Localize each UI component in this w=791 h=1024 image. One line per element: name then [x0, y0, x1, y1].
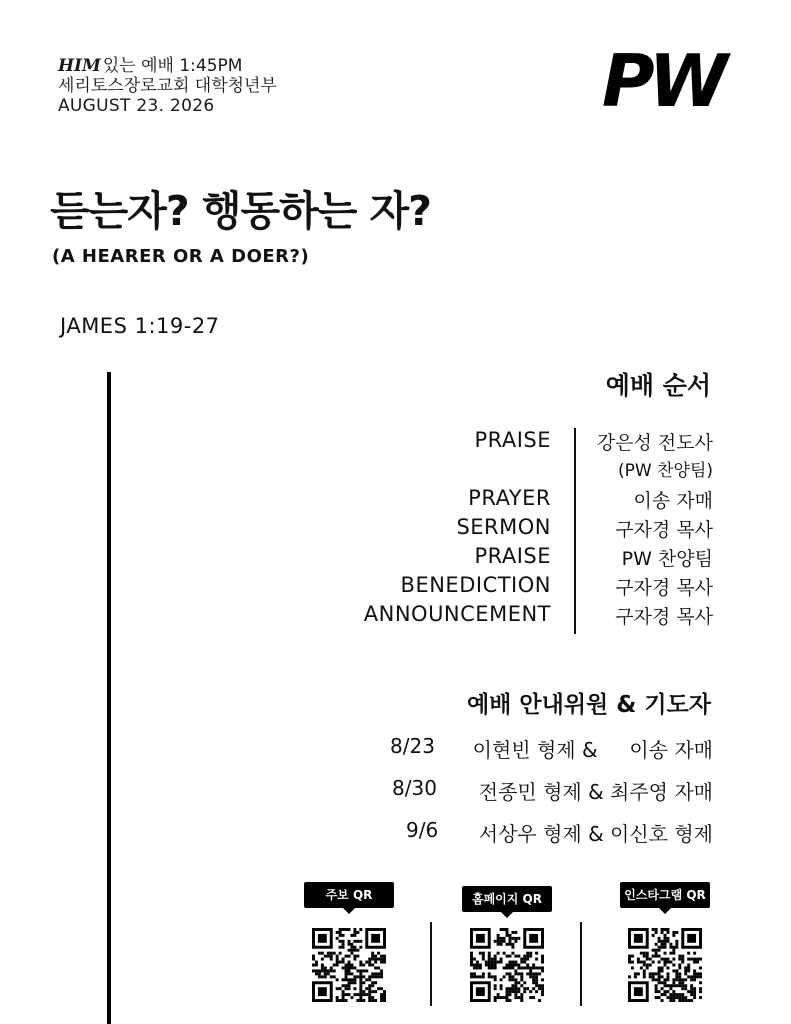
order-leader: 이송 자매 [633, 490, 713, 512]
order-leader: 강은성 전도사 [596, 432, 713, 454]
order-item-praise-2 [0, 544, 791, 574]
instagram-qr[interactable] [620, 882, 710, 1012]
qr-code-icon[interactable] [312, 928, 386, 1002]
order-leader: 구자경 목사 [615, 577, 713, 599]
usher-date: 8/30 [392, 776, 437, 800]
order-leader: 구자경 목사 [615, 606, 713, 628]
scripture-reference: JAMES 1:19-27 [60, 314, 220, 338]
homepage-qr[interactable] [462, 886, 552, 1012]
usher-heading: 예배 안내위원 & 기도자 [466, 692, 711, 718]
order-label: ANNOUNCEMENT [363, 602, 551, 626]
qr-label: 인스타그램 QR [620, 882, 710, 908]
pw-logo-text: PW [601, 39, 723, 123]
qr-label: 주보 QR [304, 882, 394, 908]
usher-names [479, 776, 713, 805]
order-heading: 예배 순서 [605, 371, 711, 400]
service-date: AUGUST 23. 2026 [58, 96, 215, 116]
order-item-praise [0, 428, 791, 481]
usher-names-text: 서상우 형제 & 이신호 형제 [478, 822, 713, 846]
order-item-announcement [0, 602, 791, 632]
usher-names-text: 이현빈 형제 & 이송 자매 [472, 738, 713, 762]
order-label: BENEDICTION [400, 573, 551, 597]
usher-row [406, 818, 438, 842]
usher-names [473, 734, 713, 763]
order-leader: 구자경 목사 [615, 519, 713, 541]
usher-names [479, 818, 713, 847]
sermon-title: 듣는자? 행동하는 자? [50, 187, 431, 235]
bulletin-qr[interactable] [304, 882, 394, 1012]
usher-date: 9/6 [406, 818, 439, 842]
usher-row [390, 734, 435, 758]
order-label: PRAISE [474, 428, 551, 452]
qr-code-icon[interactable] [470, 928, 544, 1002]
left-vertical-rule [107, 372, 111, 1024]
qr-label: 홈페이지 QR [462, 886, 552, 912]
order-item-sermon [0, 515, 791, 545]
order-leader-note: (PW 찬양팀) [618, 461, 713, 481]
usher-row [392, 776, 437, 800]
sermon-subtitle: (A HEARER OR A DOER?) [52, 246, 310, 267]
order-label: SERMON [456, 515, 551, 539]
service-time: 있는 예배 1:45PM [102, 56, 243, 76]
order-item-benediction [0, 573, 791, 603]
order-label: PRAYER [468, 486, 551, 510]
order-item-prayer [0, 486, 791, 516]
pw-logo-icon [601, 39, 723, 123]
header [58, 56, 277, 116]
usher-date: 8/23 [390, 734, 435, 758]
order-label: PRAISE [474, 544, 551, 568]
service-line [58, 56, 277, 76]
qr-separator [580, 922, 582, 1006]
brand-name: HIM [58, 56, 101, 76]
order-leader: PW 찬양팀 [621, 548, 713, 570]
church-name: 세리토스장로교회 대학청년부 [58, 76, 277, 96]
qr-separator [430, 922, 432, 1006]
qr-code-icon[interactable] [628, 928, 702, 1002]
usher-names-text: 전종민 형제 & 최주영 자매 [478, 780, 713, 804]
